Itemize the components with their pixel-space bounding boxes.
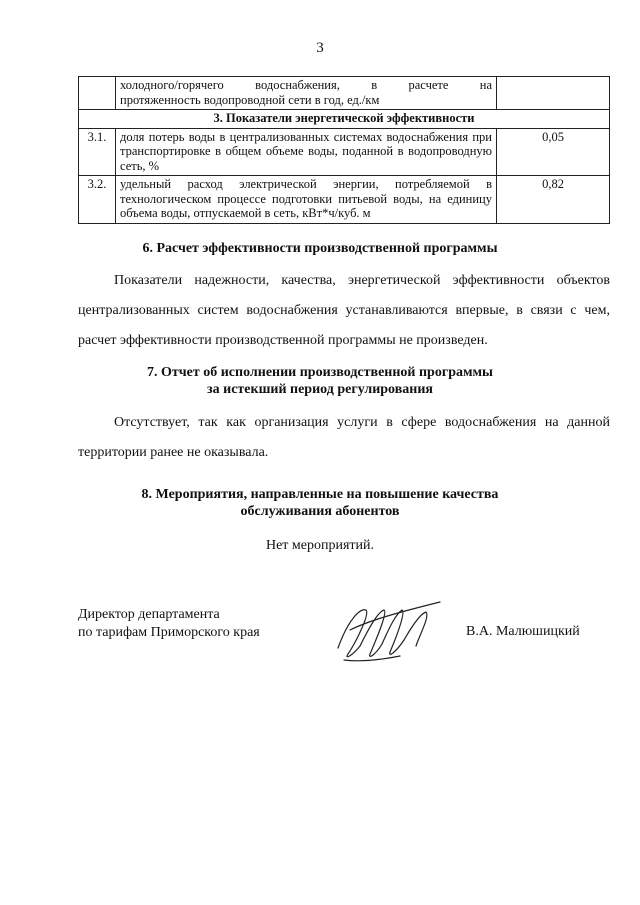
row-number-cell	[79, 77, 116, 110]
table-row	[79, 128, 610, 176]
row-value-cell	[497, 77, 610, 110]
row-number: 3.2.	[79, 176, 116, 224]
signatory-name: В.А. Малюшицкий	[466, 624, 580, 639]
section6-heading: 6. Расчет эффективности производственной программы	[142, 241, 498, 256]
signatory-position-line2: по тарифам Приморского края	[78, 625, 260, 640]
page-number: 3	[316, 40, 324, 56]
row-description: удельный расход электрической энергии, потребляемой в технологическом процессе подготовки питьевой воды, на единицу объема воды, отпускаемой в сеть, кВт*ч/куб. м	[116, 176, 497, 224]
table-row-continued	[79, 77, 610, 110]
section8-heading-line2: обслуживания абонентов	[240, 504, 400, 519]
row-description: доля потерь воды в централизованных системах водоснабжения при транспортировке в общем объеме воды, поданной в водопроводную сеть, %	[116, 128, 497, 176]
row-value: 0,82	[497, 176, 610, 224]
section8-text: Нет мероприятий.	[265, 538, 375, 553]
row-description-cell	[116, 77, 497, 110]
section8-heading	[0, 486, 640, 520]
signatory-position	[78, 606, 260, 642]
section6-text: Показатели надежности, качества, энергетической эффективности объектов централизованных систем водоснабжения устанавливаются впервые, в связи с чем, расчет эффективности производственной программы не произведен.	[78, 273, 610, 348]
table-section-row	[79, 110, 610, 129]
table-row	[79, 176, 610, 224]
indicators-table	[78, 76, 610, 224]
signatory-position-line1: Директор департамента	[78, 607, 220, 622]
continued-desc-line2: протяженность водопроводной сети в год, ед./км	[120, 92, 380, 107]
section7-text: Отсутствует, так как организация услуги в сфере водоснабжения на данной территории ранее не оказывала.	[78, 415, 610, 460]
section8-heading-line1: 8. Мероприятия, направленные на повышение качества	[141, 487, 499, 502]
row-number: 3.1.	[79, 128, 116, 176]
handwritten-signature	[330, 590, 450, 670]
section7-heading-line2: за истекший период регулирования	[207, 382, 433, 397]
section-title: 3. Показатели энергетической эффективности	[79, 110, 610, 129]
continued-desc-line1: холодного/горячего водоснабжения, в расчете на	[120, 78, 492, 92]
section7-heading	[0, 364, 640, 398]
row-value: 0,05	[497, 128, 610, 176]
section7-heading-line1: 7. Отчет об исполнении производственной программы	[146, 365, 493, 380]
